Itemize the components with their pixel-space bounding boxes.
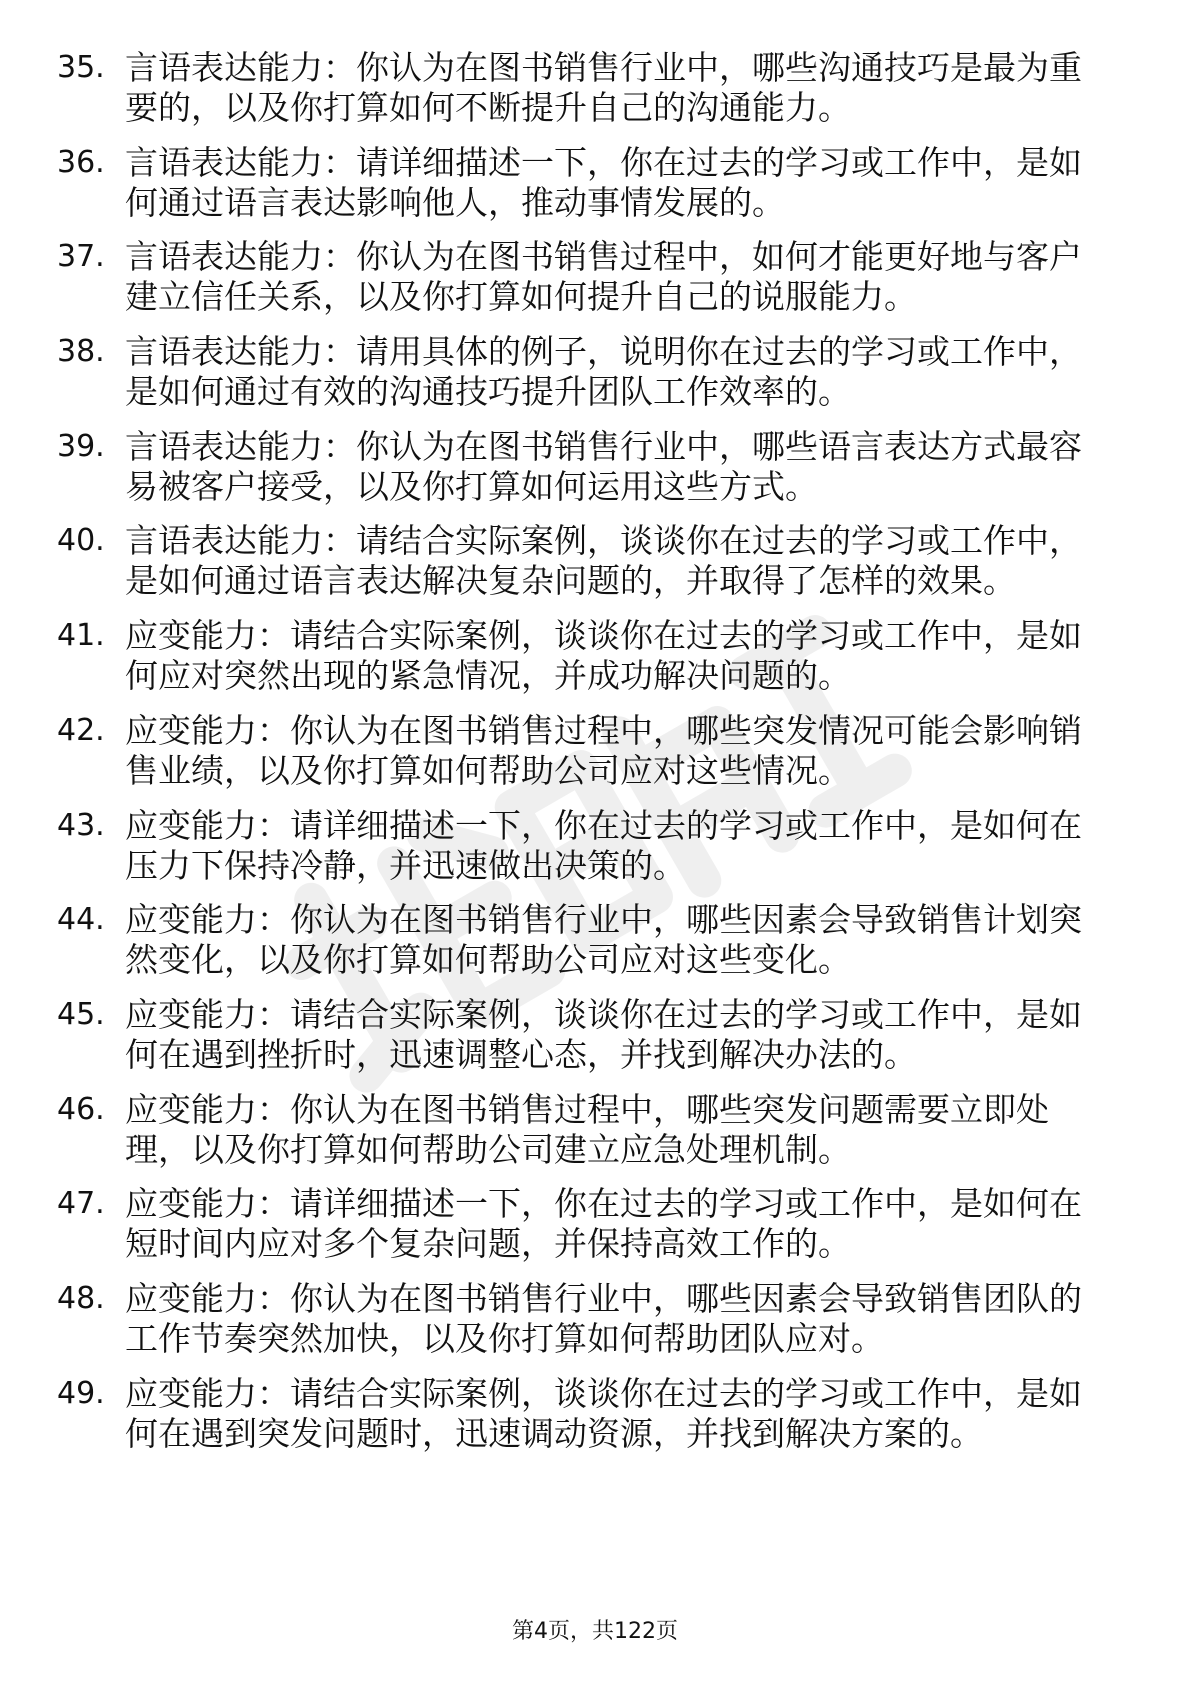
question-text: 言语表达能力：请用具体的例子，说明你在过去的学习或工作中，是如何通过有效的沟通技巧提升团队工作效率的。 (125, 332, 1082, 412)
question-number: 48. (57, 1280, 105, 1316)
question-number: 47. (57, 1186, 105, 1222)
question-text: 应变能力：请详细描述一下，你在过去的学习或工作中，是如何在压力下保持冷静，并迅速做出决策的。 (125, 805, 1082, 885)
question-number: 49. (57, 1375, 105, 1411)
question-item (57, 616, 1117, 696)
question-item (57, 143, 1117, 223)
question-text: 应变能力：请结合实际案例，谈谈你在过去的学习或工作中，是如何在遇到突发问题时，迅速调动资源，并找到解决方案的。 (125, 1373, 1082, 1453)
question-item (57, 1090, 1117, 1170)
question-item (57, 900, 1117, 980)
question-item (57, 711, 1117, 791)
question-number: 38. (57, 334, 105, 370)
question-item (57, 1374, 1117, 1454)
question-item (57, 332, 1117, 412)
question-number: 37. (57, 239, 105, 275)
question-number: 36. (57, 144, 105, 180)
page-footer: 第4页，共122页 (512, 1619, 678, 1644)
question-text: 言语表达能力：请详细描述一下，你在过去的学习或工作中，是如何通过语言表达影响他人，推动事情发展的。 (125, 142, 1082, 222)
question-number: 46. (57, 1091, 105, 1127)
question-number: 44. (57, 902, 105, 938)
question-item (57, 806, 1117, 886)
question-text: 应变能力：请详细描述一下，你在过去的学习或工作中，是如何在短时间内应对多个复杂问题，并保持高效工作的。 (125, 1184, 1082, 1264)
question-number: 35. (57, 50, 105, 85)
question-list (57, 48, 1117, 1468)
question-item (57, 1279, 1117, 1359)
question-text: 应变能力：你认为在图书销售过程中，哪些突发情况可能会影响销售业绩，以及你打算如何帮助公司应对这些情况。 (125, 710, 1082, 790)
question-item (57, 521, 1117, 601)
question-number: 43. (57, 807, 105, 843)
question-number: 45. (57, 996, 105, 1032)
question-number: 42. (57, 712, 105, 748)
question-text: 应变能力：你认为在图书销售行业中，哪些因素会导致销售团队的工作节奏突然加快，以及你打算如何帮助团队应对。 (125, 1278, 1082, 1358)
question-text: 应变能力：请结合实际案例，谈谈你在过去的学习或工作中，是如何在遇到挫折时，迅速调整心态，并找到解决办法的。 (125, 994, 1082, 1074)
question-item (57, 427, 1117, 507)
question-item (57, 48, 1117, 128)
question-number: 39. (57, 428, 105, 464)
question-item (57, 237, 1117, 317)
question-text: 言语表达能力：你认为在图书销售过程中，如何才能更好地与客户建立信任关系，以及你打算如何提升自己的说服能力。 (125, 237, 1082, 317)
question-number: 40. (57, 523, 105, 559)
question-item (57, 1184, 1117, 1264)
question-text: 应变能力：你认为在图书销售行业中，哪些因素会导致销售计划突然变化，以及你打算如何帮助公司应对这些变化。 (125, 900, 1082, 980)
question-text: 言语表达能力：你认为在图书销售行业中，哪些沟通技巧是最为重要的，以及你打算如何不断提升自己的沟通能力。 (125, 48, 1082, 127)
question-text: 应变能力：你认为在图书销售过程中，哪些突发问题需要立即处理，以及你打算如何帮助公司建立应急处理机制。 (125, 1089, 1049, 1169)
question-text: 言语表达能力：你认为在图书销售行业中，哪些语言表达方式最容易被客户接受，以及你打算如何运用这些方式。 (125, 426, 1082, 506)
question-number: 41. (57, 618, 105, 654)
question-text: 言语表达能力：请结合实际案例，谈谈你在过去的学习或工作中，是如何通过语言表达解决复杂问题的，并取得了怎样的效果。 (125, 521, 1082, 601)
question-text: 应变能力：请结合实际案例，谈谈你在过去的学习或工作中，是如何应对突然出现的紧急情况，并成功解决问题的。 (125, 616, 1082, 696)
question-item (57, 995, 1117, 1075)
